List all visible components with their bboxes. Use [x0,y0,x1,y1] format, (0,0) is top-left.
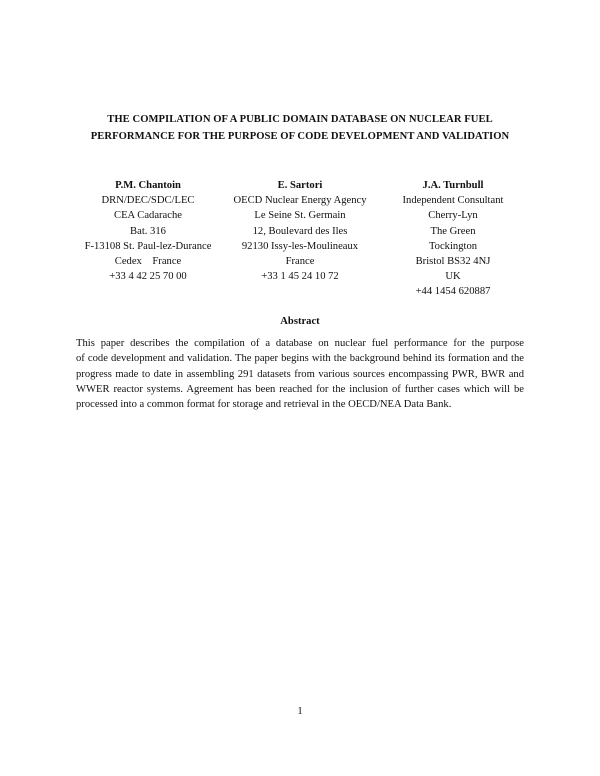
abstract-body [76,336,524,412]
abstract-line: progress made to date in assembling 291 datasets from various sources encompassing PWR, BWR and [76,368,524,380]
paper-title-line-1: THE COMPILATION OF A PUBLIC DOMAIN DATABASE ON NUCLEAR FUEL [107,114,493,125]
author-affiliation-line: The Green [430,225,476,237]
author-affiliation-line: Bat. 316 [130,225,166,237]
author-affiliation-line: Tockington [428,240,478,252]
author-affiliation-line: F-13108 St. Paul-lez-Durance [84,240,212,252]
author-phone: +44 1454 620887 [415,286,491,298]
author-affiliation-line: 12, Boulevard des Iles [252,225,348,237]
author-name: P.M. Chantoin [115,180,181,191]
author-affiliation-line: CEA Cadarache [114,210,182,222]
abstract-heading: Abstract [280,316,320,327]
paper-title-line-2: PERFORMANCE FOR THE PURPOSE OF CODE DEVELOPMENT AND VALIDATION [90,131,510,142]
author-affiliation-line: OECD Nuclear Energy Agency [233,195,367,207]
paper-title [60,111,540,145]
author-affiliation-line: DRN/DEC/SDC/LEC [101,195,195,207]
abstract-line: processed into a common format for storage and retrieval in the OECD/NEA Data Bank. [76,399,452,411]
abstract-line: WWER reactor systems. Agreement has been reached for the inclusion of further cases which will be [76,383,524,395]
author-affiliation-line: France [285,256,315,268]
abstract-line: This paper describes the compilation of a database on nuclear fuel performance for the purpose [76,338,524,349]
author-affiliation-line: Le Seine St. Germain [254,210,346,222]
page-number: 1 [297,706,303,717]
author-affiliation-line: UK [445,271,461,283]
author-affiliation-line: Cherry-Lyn [428,210,478,222]
author-phone: +33 1 45 24 10 72 [261,271,339,283]
author-phone: +33 4 42 25 70 00 [109,271,187,283]
author-name: E. Sartori [277,180,323,191]
author-name: J.A. Turnbull [422,180,484,191]
author-affiliation-line: Bristol BS32 4NJ [415,256,491,268]
author-affiliation-line: Independent Consultant [402,195,504,207]
author-affiliation-line: Cedex France [114,256,182,268]
author-turnbull [358,178,548,300]
author-block [0,178,600,298]
author-affiliation-line: 92130 Issy-les-Moulineaux [241,240,359,252]
abstract-line: of code development and validation. The paper begins with the background behind its formation and the [76,353,524,365]
